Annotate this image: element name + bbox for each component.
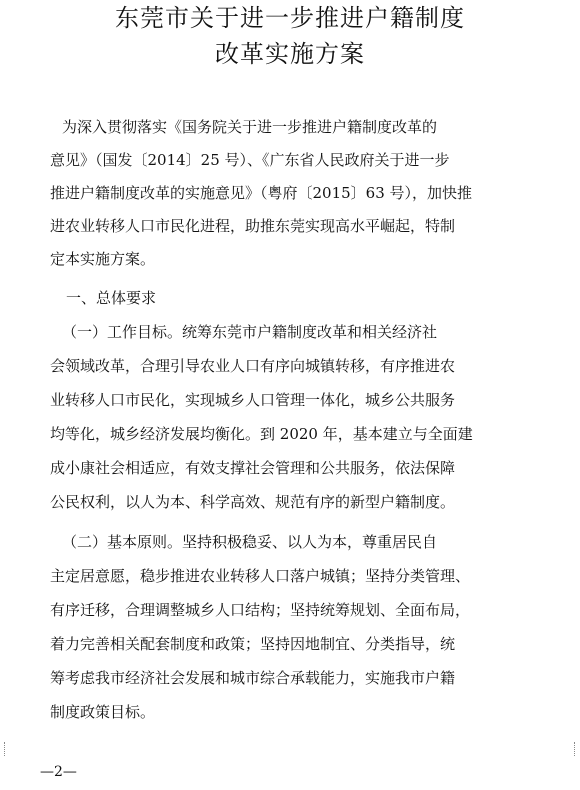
document-title-line-2: 改革实施方案 <box>215 40 365 68</box>
page-number: —2— <box>40 764 77 780</box>
paragraph-line: 公民权利，以人为本、科学高效、规范有序的新型户籍制度。 <box>50 493 456 511</box>
paragraph-line: 均等化，城乡经济发展均衡化。到 2020 年，基本建立与全面建 <box>50 425 473 443</box>
intro-line: 推进户籍制度改革的实施意见》（粤府〔2015〕63 号），加快推 <box>50 184 473 202</box>
paragraph-line: 制度政策目标。 <box>50 703 156 721</box>
page-edge-mark-right <box>574 742 576 756</box>
paragraph-line: （二）基本原则。坚持积极稳妥、以人为本，尊重居民自 <box>62 533 438 551</box>
intro-line: 为深入贯彻落实《国务院关于进一步推进户籍制度改革的 <box>62 118 438 136</box>
intro-line: 进农业转移人口市民化进程，助推东莞实现高水平崛起，特制 <box>50 217 456 235</box>
paragraph-line: 成小康社会相适应，有效支撑社会管理和公共服务，依法保障 <box>50 459 456 477</box>
paragraph-line: 主定居意愿，稳步推进农业转移人口落户城镇；坚持分类管理、 <box>50 567 471 585</box>
document-title-line-1: 东莞市关于进一步推进户籍制度 <box>115 4 465 32</box>
paragraph-line: 业转移人口市民化，实现城乡人口管理一体化，城乡公共服务 <box>50 391 456 409</box>
page-edge-mark-left <box>4 742 6 756</box>
paragraph-line: （一）工作目标。统筹东莞市户籍制度改革和相关经济社 <box>62 323 438 341</box>
intro-line: 意见》（国发〔2014〕25 号）、《广东省人民政府关于进一步 <box>50 151 450 169</box>
paragraph-line: 会领域改革，合理引导农业人口有序向城镇转移，有序推进农 <box>50 357 456 375</box>
paragraph-line: 筹考虑我市经济社会发展和城市综合承载能力，实施我市户籍 <box>50 669 456 687</box>
intro-line: 定本实施方案。 <box>50 250 156 268</box>
paragraph-line: 着力完善相关配套制度和政策；坚持因地制宜、分类指导，统 <box>50 635 456 653</box>
paragraph-line: 有序迁移，合理调整城乡人口结构；坚持统筹规划、全面布局， <box>50 601 471 619</box>
section-heading: 一、总体要求 <box>66 289 157 307</box>
